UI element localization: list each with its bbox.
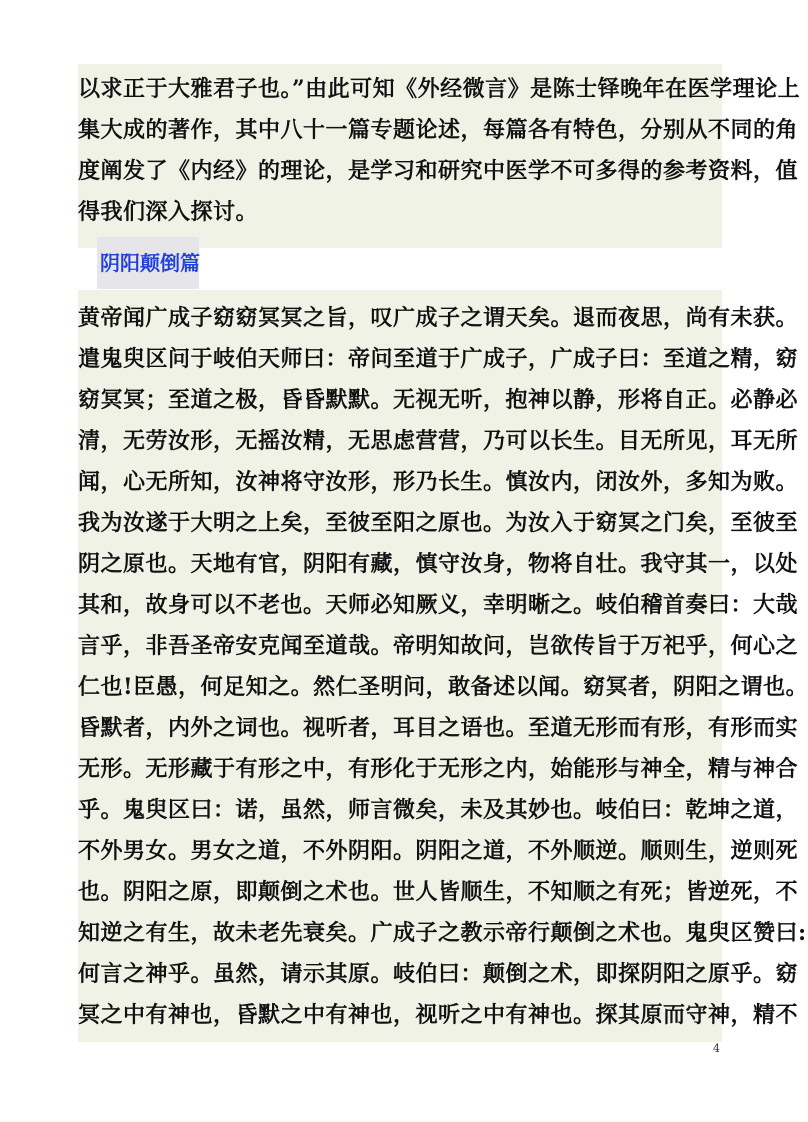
text-line: 清，无劳汝形，无摇汝精，无思虑营营，乃可以长生。目无所见，耳无所 [78, 428, 799, 454]
text-line: 阴之原也。天地有官，阴阳有藏，慎守汝身，物将自壮。我守其一，以处 [78, 551, 799, 577]
section-heading: 阴阳颠倒篇 [100, 251, 200, 275]
text-line: 知逆之有生，故未老先衰矣。广成子之教示帝行颠倒之术也。鬼臾区赞曰: [78, 920, 807, 946]
intro-paragraph [78, 64, 801, 248]
text-line: 遣鬼臾区问于岐伯天师曰：帝问至道于广成子，广成子曰：至道之精，窈 [78, 346, 799, 372]
text-line: 度阐发了《内经》的理论，是学习和研究中医学不可多得的参考资料，值 [78, 158, 799, 184]
text-line: 集大成的著作，其中八十一篇专题论述，每篇各有特色，分别从不同的角 [78, 117, 799, 143]
text-line: 何言之神乎。虽然，请示其原。岐伯曰：颠倒之术，即探阴阳之原乎。窈 [78, 961, 799, 987]
text-line: 言乎，非吾圣帝安克闻至道哉。帝明知故问，岂欲传旨于万祀乎，何心之 [78, 633, 799, 659]
text-line: 也。阴阳之原，即颠倒之术也。世人皆顺生，不知顺之有死；皆逆死，不 [78, 879, 799, 905]
text-line: 仁也!臣愚，何足知之。然仁圣明问，敢备述以闻。窈冥者，阴阳之谓也。 [78, 674, 808, 700]
body-paragraph [78, 290, 808, 1042]
text-line: 黄帝闻广成子窈窈冥冥之旨，叹广成子之谓天矣。退而夜思，尚有未获。 [78, 305, 799, 331]
text-line: 乎。鬼臾区曰：诺，虽然，师言微矣，未及其妙也。岐伯曰：乾坤之道， [78, 797, 799, 823]
text-line: 以求正于大雅君子也。”由此可知《外经微言》是陈士铎晚年在医学理论上 [78, 76, 801, 102]
text-line: 无形。无形藏于有形之中，有形化于无形之内，始能形与神全，精与神合 [78, 756, 799, 782]
text-line: 窈冥冥；至道之极，昏昏默默。无视无听，抱神以静，形将自正。必静必 [78, 387, 799, 413]
text-line: 得我们深入探讨。 [78, 199, 259, 225]
text-line: 不外男女。男女之道，不外阴阳。阴阳之道，不外顺逆。顺则生，逆则死 [78, 838, 799, 864]
page-number: 4 [713, 1042, 720, 1055]
text-line: 昏默者，内外之词也。视听者，耳目之语也。至道无形而有形，有形而实 [78, 715, 799, 741]
text-line: 闻，心无所知，汝神将守汝形，形乃长生。慎汝内，闭汝外，多知为败。 [78, 469, 799, 495]
text-line: 冥之中有神也，昏默之中有神也，视听之中有神也。探其原而守神，精不 [78, 1002, 799, 1028]
text-line: 其和，故身可以不老也。天师必知厥义，幸明晰之。岐伯稽首奏曰：大哉 [78, 592, 799, 618]
text-line: 我为汝遂于大明之上矣，至彼至阳之原也。为汝入于窈冥之门矣，至彼至 [78, 510, 799, 536]
